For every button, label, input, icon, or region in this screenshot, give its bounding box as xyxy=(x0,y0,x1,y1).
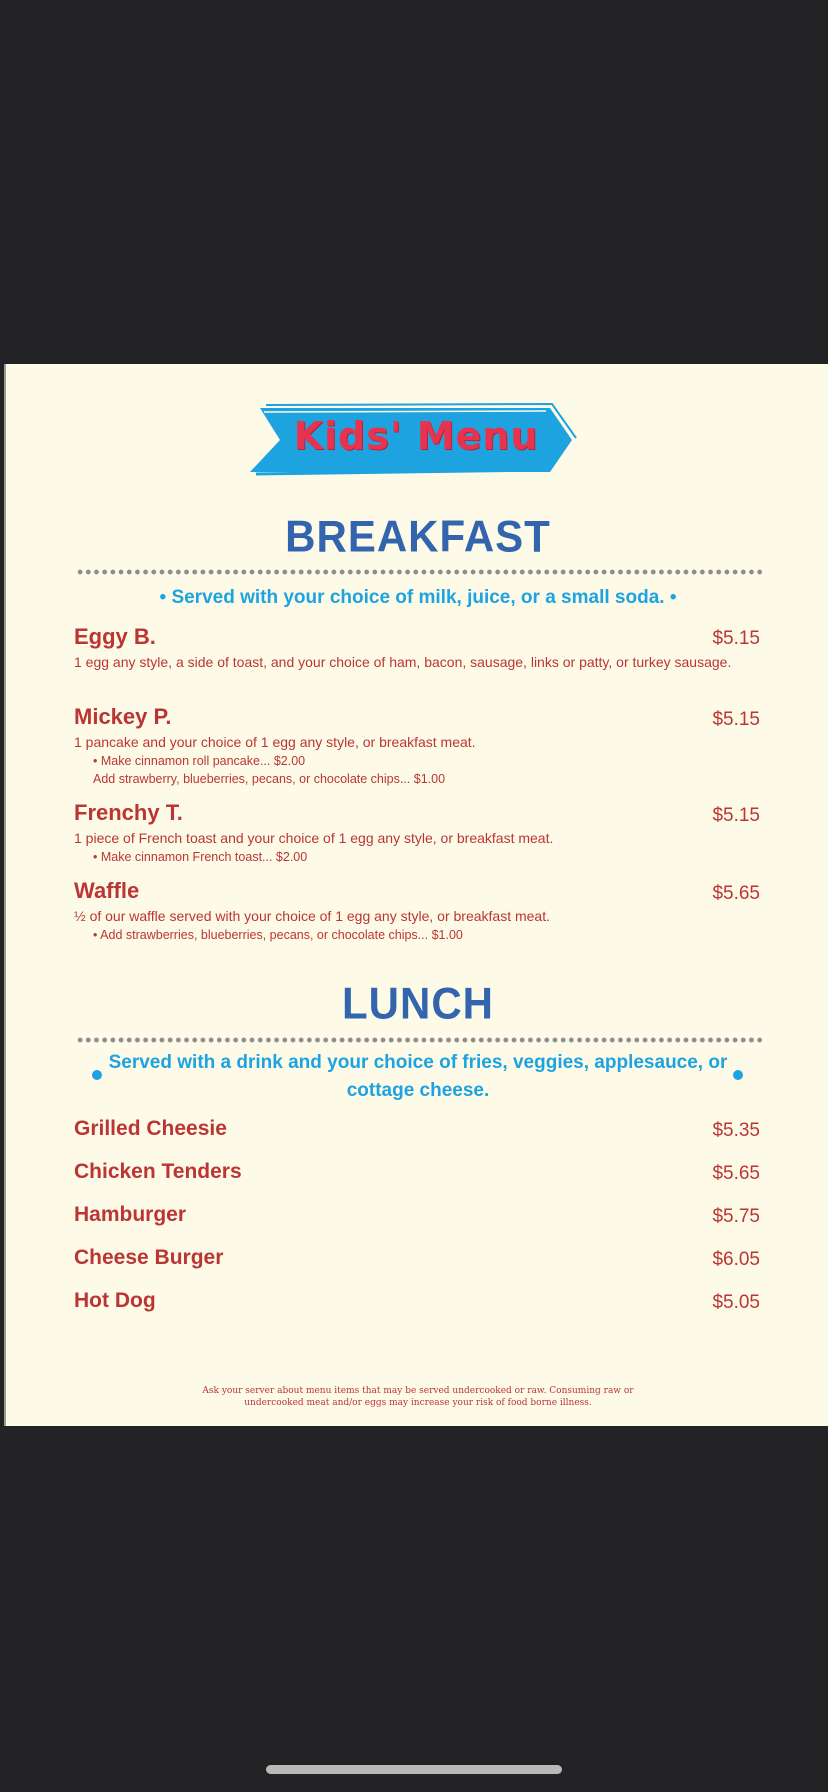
menu-item-name: Eggy B. xyxy=(74,624,156,649)
bullet-dot-icon xyxy=(92,1070,102,1080)
menu-item-description: 1 piece of French toast and your choice of 1 egg any style, or breakfast meat. xyxy=(74,830,554,846)
menu-item-name: Chicken Tenders xyxy=(74,1160,242,1183)
menu-item-price: $6.05 xyxy=(712,1249,760,1270)
menu-item-price: $5.75 xyxy=(712,1206,760,1227)
menu-item-price: $5.15 xyxy=(712,628,760,649)
menu-item-price: $5.65 xyxy=(712,883,760,904)
menu-item-name: Mickey P. xyxy=(74,704,172,729)
menu-item-name: Hot Dog xyxy=(74,1289,156,1312)
lunch-dotted-divider xyxy=(76,1037,762,1043)
menu-item-addon: • Make cinnamon French toast... $2.00 xyxy=(93,850,308,864)
menu-item-price: $5.15 xyxy=(712,805,760,826)
home-indicator-bar[interactable] xyxy=(266,1765,562,1774)
breakfast-tagline: • Served with your choice of milk, juice, or a small soda. • xyxy=(159,587,677,608)
menu-item-name: Frenchy T. xyxy=(74,800,183,825)
menu-item-addon: Add strawberry, blueberries, pecans, or chocolate chips... $1.00 xyxy=(93,772,446,786)
menu-item-description: ½ of our waffle served with your choice of 1 egg any style, or breakfast meat. xyxy=(74,908,550,924)
menu-item-description: 1 pancake and your choice of 1 egg any style, or breakfast meat. xyxy=(74,734,476,750)
breakfast-dotted-divider xyxy=(76,569,762,575)
menu-image xyxy=(4,364,828,1426)
menu-item-name: Cheese Burger xyxy=(74,1246,224,1269)
lunch-tagline: Served with a drink and your choice of fries, veggies, applesauce, or cottage cheese. xyxy=(108,1052,728,1101)
menu-item-price: $5.35 xyxy=(712,1120,760,1141)
menu-item-name: Grilled Cheesie xyxy=(74,1117,227,1140)
bullet-dot-icon xyxy=(733,1070,743,1080)
breakfast-heading: BREAKFAST xyxy=(285,511,551,562)
banner-title: Kids' Menu xyxy=(293,414,539,458)
lunch-heading: LUNCH xyxy=(342,978,494,1029)
menu-item-price: $5.05 xyxy=(712,1292,760,1313)
menu-item-price: $5.65 xyxy=(712,1163,760,1184)
menu-item-addon: • Add strawberries, blueberries, pecans, or chocolate chips... $1.00 xyxy=(93,928,463,942)
menu-item-addon: • Make cinnamon roll pancake... $2.00 xyxy=(93,754,306,768)
menu-item-price: $5.15 xyxy=(712,709,760,730)
menu-item-name: Hamburger xyxy=(74,1203,187,1226)
kids-menu-banner xyxy=(246,400,578,478)
menu-item-name: Waffle xyxy=(74,878,140,903)
menu-item-description: 1 egg any style, a side of toast, and your choice of ham, bacon, sausage, links or patty, or turkey sausage. xyxy=(74,654,732,670)
food-safety-footnote: Ask your server about menu items that may be served undercooked or raw. Consuming raw or undercooked meat and/or eggs may increase your risk of food borne illness. xyxy=(202,1386,634,1408)
